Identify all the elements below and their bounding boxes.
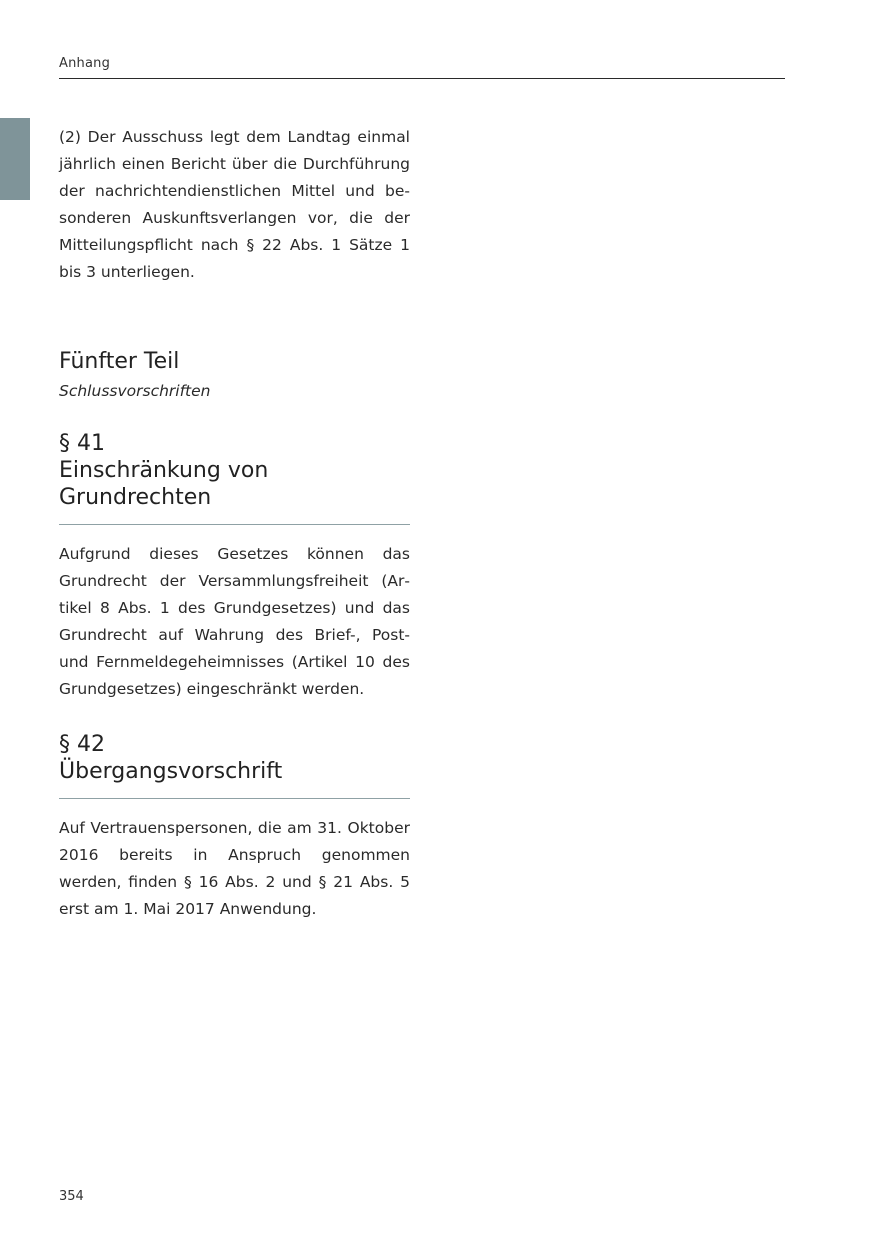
- part-subtitle: Schlussvorschriften: [59, 382, 211, 400]
- text-column: [59, 124, 410, 923]
- section-body: Auf Vertrauenspersonen, die am 31. Oktober 2016 bereits in Anspruch genommen werden, finden § 16 Abs. 2 und § 21 Abs. 5 erst am 1. Mai 2017 Anwendung.: [59, 819, 410, 918]
- section-body: Aufgrund dieses Gesetzes können das Grundrecht der Versammlungsfreiheit (Artikel 8 Abs. 1 des Grundgesetzes) und das Grundrecht auf Wahrung des Brief-, Post- und Fernmeldegeheimnisses (Artikel 10 des Grundgesetzes) eingeschränkt werden.: [59, 545, 410, 698]
- section-title-line: Einschränkung von: [59, 458, 269, 483]
- section-divider: [59, 524, 410, 525]
- chapter-tab-marker: [0, 118, 30, 200]
- section-divider: [59, 798, 410, 799]
- section-title-line: Grundrechten: [59, 485, 212, 510]
- section-42: [59, 731, 410, 923]
- running-head: Anhang: [59, 56, 111, 71]
- page-number: 354: [59, 1189, 84, 1204]
- section-number: § 41: [59, 431, 105, 456]
- section-title-line: Übergangsvorschrift: [59, 759, 283, 784]
- section-number: § 42: [59, 732, 105, 757]
- intro-paragraph: (2) Der Ausschuss legt dem Landtag einmal jährlich einen Bericht über die Durchführung der nachrichtendienstlichen Mittel und besonderen Auskunftsverlangen vor, die der Mitteilungspflicht nach § 22 Abs. 1 Sätze 1 bis 3 unterliegen.: [59, 128, 410, 281]
- header-divider: [59, 78, 785, 79]
- section-41: [59, 430, 410, 703]
- part-title: Fünfter Teil: [59, 349, 180, 374]
